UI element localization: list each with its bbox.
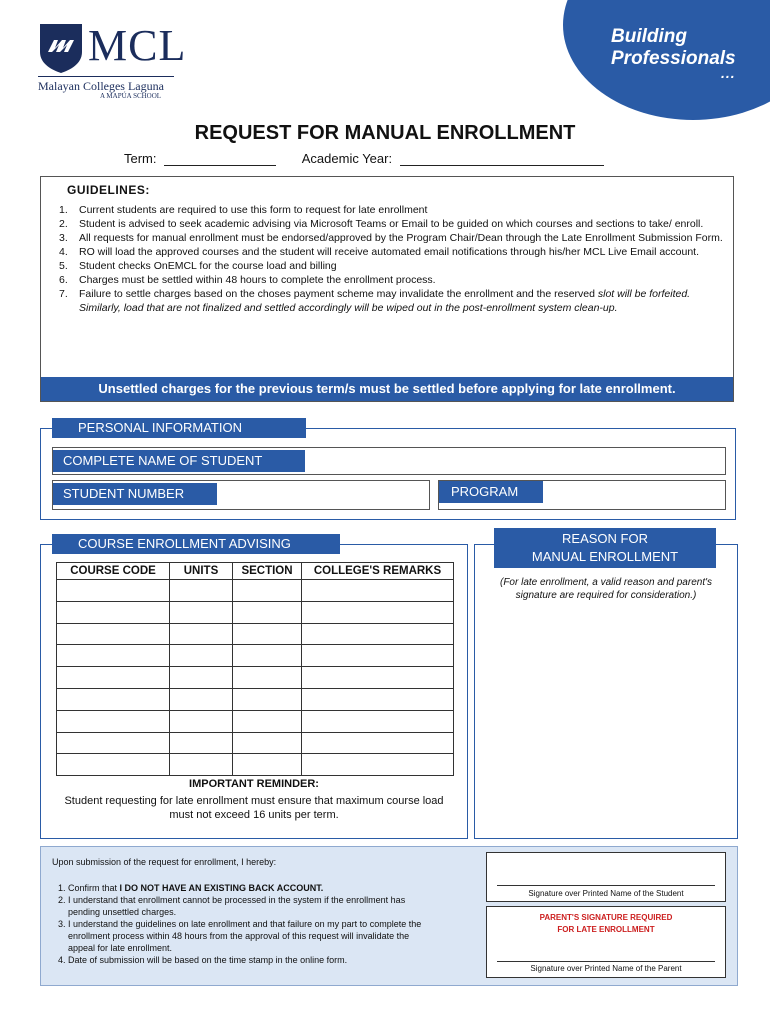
school-name: Malayan Colleges Laguna (38, 79, 164, 93)
course-code-cell[interactable] (57, 623, 170, 645)
table-row (57, 732, 454, 754)
table-row (57, 710, 454, 732)
table-row (57, 645, 454, 667)
remarks-cell[interactable] (302, 732, 454, 754)
student-signature-box[interactable] (486, 852, 726, 902)
term-label: Term: (124, 151, 157, 166)
units-cell[interactable] (170, 710, 233, 732)
course-code-cell[interactable] (57, 754, 170, 776)
tagline (611, 26, 736, 84)
column-header-remarks: COLLEGE'S REMARKS (302, 563, 454, 580)
remarks-cell[interactable] (302, 645, 454, 667)
tagline-line-2: Professionals (611, 48, 736, 69)
units-cell[interactable] (170, 732, 233, 754)
course-code-cell[interactable] (57, 732, 170, 754)
list-item: 3. All requests for manual enrollment must be endorsed/approved by the Program Chair/Dean through the Late Enrollment Submission Form. (59, 232, 723, 244)
course-advising-header: COURSE ENROLLMENT ADVISING (52, 534, 340, 554)
reason-header-line-2: MANUAL ENROLLMENT (531, 549, 679, 564)
logo-divider (38, 76, 174, 77)
shield-icon (38, 22, 84, 74)
term-field[interactable] (164, 154, 276, 166)
column-header-section: SECTION (233, 563, 302, 580)
column-header-course-code: COURSE CODE (57, 563, 170, 580)
remarks-cell[interactable] (302, 601, 454, 623)
tagline-line-1: Building (611, 26, 687, 47)
student-signature-caption: Signature over Printed Name of the Student (528, 889, 684, 898)
parent-signature-caption: Signature over Printed Name of the Parent (530, 964, 682, 973)
guidelines-list (55, 203, 725, 315)
academic-year-field[interactable] (400, 154, 604, 166)
course-code-cell[interactable] (57, 688, 170, 710)
school-logo (38, 18, 188, 108)
logo-wordmark: MCL (88, 21, 187, 70)
guidelines-box (40, 176, 734, 402)
academic-year-label: Academic Year: (301, 151, 393, 166)
list-item: 3. I understand the guidelines on late enrollment and that failure on my part to complete the enrollment process within 48 hours from the approval of this request will invalidate the appeal for late enrollment. (58, 919, 422, 953)
section-cell[interactable] (233, 645, 302, 667)
section-cell[interactable] (233, 688, 302, 710)
list-item: 6. Charges must be settled within 48 hours to complete the enrollment process. (59, 274, 436, 286)
school-subtitle: A MAPÚA SCHOOL (100, 92, 162, 100)
table-row (57, 667, 454, 689)
course-table-body (57, 580, 454, 776)
course-code-cell[interactable] (57, 601, 170, 623)
table-header-row (57, 563, 454, 580)
guidelines-title: GUIDELINES: (67, 183, 150, 197)
remarks-cell[interactable] (302, 580, 454, 602)
unsettled-charges-banner: Unsettled charges for the previous term/s must be settled before applying for late enrollment. (41, 377, 733, 401)
units-cell[interactable] (170, 688, 233, 710)
section-cell[interactable] (233, 710, 302, 732)
remarks-cell[interactable] (302, 623, 454, 645)
course-code-cell[interactable] (57, 580, 170, 602)
section-cell[interactable] (233, 754, 302, 776)
table-row (57, 688, 454, 710)
reminder-text: Student requesting for late enrollment must ensure that maximum course load must not exceed 16 units per term. (64, 795, 444, 821)
remarks-cell[interactable] (302, 710, 454, 732)
section-cell[interactable] (233, 601, 302, 623)
units-cell[interactable] (170, 667, 233, 689)
remarks-cell[interactable] (302, 667, 454, 689)
student-name-label: COMPLETE NAME OF STUDENT (53, 450, 305, 472)
list-item: 2. Student is advised to seek academic advising via Microsoft Teams or Email to be guided on which courses and sections to take/ enroll. (59, 218, 704, 230)
section-cell[interactable] (233, 667, 302, 689)
reminder-title: IMPORTANT REMINDER: (189, 778, 319, 790)
units-cell[interactable] (170, 623, 233, 645)
acknowledgement-list (52, 882, 432, 966)
list-item: 1. Current students are required to use this form to request for late enrollment (59, 204, 428, 216)
student-number-label: STUDENT NUMBER (53, 483, 217, 505)
table-row (57, 623, 454, 645)
remarks-cell[interactable] (302, 688, 454, 710)
term-row (124, 151, 604, 166)
column-header-units: UNITS (170, 563, 233, 580)
list-item: 1. Confirm that I DO NOT HAVE AN EXISTING BACK ACCOUNT. (58, 883, 324, 893)
course-table (56, 562, 454, 776)
table-row (57, 601, 454, 623)
reason-header-line-1: REASON FOR (562, 531, 648, 546)
tagline-dots: ... (720, 65, 736, 81)
units-cell[interactable] (170, 601, 233, 623)
reason-note: (For late enrollment, a valid reason and parent's signature are required for consideration.) (499, 577, 713, 601)
units-cell[interactable] (170, 645, 233, 667)
units-cell[interactable] (170, 580, 233, 602)
list-item: 2. I understand that enrollment cannot be processed in the system if the enrollment has pending unsettled charges. (58, 895, 406, 917)
table-row (57, 580, 454, 602)
section-cell[interactable] (233, 580, 302, 602)
personal-info-header: PERSONAL INFORMATION (52, 418, 306, 438)
student-signature-line (497, 885, 715, 886)
remarks-cell[interactable] (302, 754, 454, 776)
course-code-cell[interactable] (57, 645, 170, 667)
table-row (57, 754, 454, 776)
parent-signature-required: PARENT'S SIGNATURE REQUIRED FOR LATE ENROLLMENT (539, 913, 673, 934)
list-item: 7. Failure to settle charges based on the choses payment scheme may invalidate the enrollment and the reserved slot will be forfeited. Similarly, load that are not finalized and settled accordingly will be wiped out in the post-enrollment system clean-up. (59, 288, 691, 314)
acknowledgement-intro: Upon submission of the request for enrollment, I hereby: (52, 857, 277, 867)
reason-header (494, 528, 716, 568)
units-cell[interactable] (170, 754, 233, 776)
course-code-cell[interactable] (57, 667, 170, 689)
section-cell[interactable] (233, 732, 302, 754)
program-label: PROGRAM (439, 481, 543, 503)
list-item: 4. Date of submission will be based on the time stamp in the online form. (58, 955, 348, 965)
list-item: 4. RO will load the approved courses and the student will receive automated email notifications through his/her MCL Live Email account. (59, 246, 700, 258)
list-item: 5. Student checks OnEMCL for the course load and billing (59, 260, 337, 272)
course-code-cell[interactable] (57, 710, 170, 732)
parent-signature-box[interactable] (486, 906, 726, 978)
form-title: REQUEST FOR MANUAL ENROLLMENT (194, 122, 576, 144)
parent-signature-line (497, 961, 715, 962)
section-cell[interactable] (233, 623, 302, 645)
